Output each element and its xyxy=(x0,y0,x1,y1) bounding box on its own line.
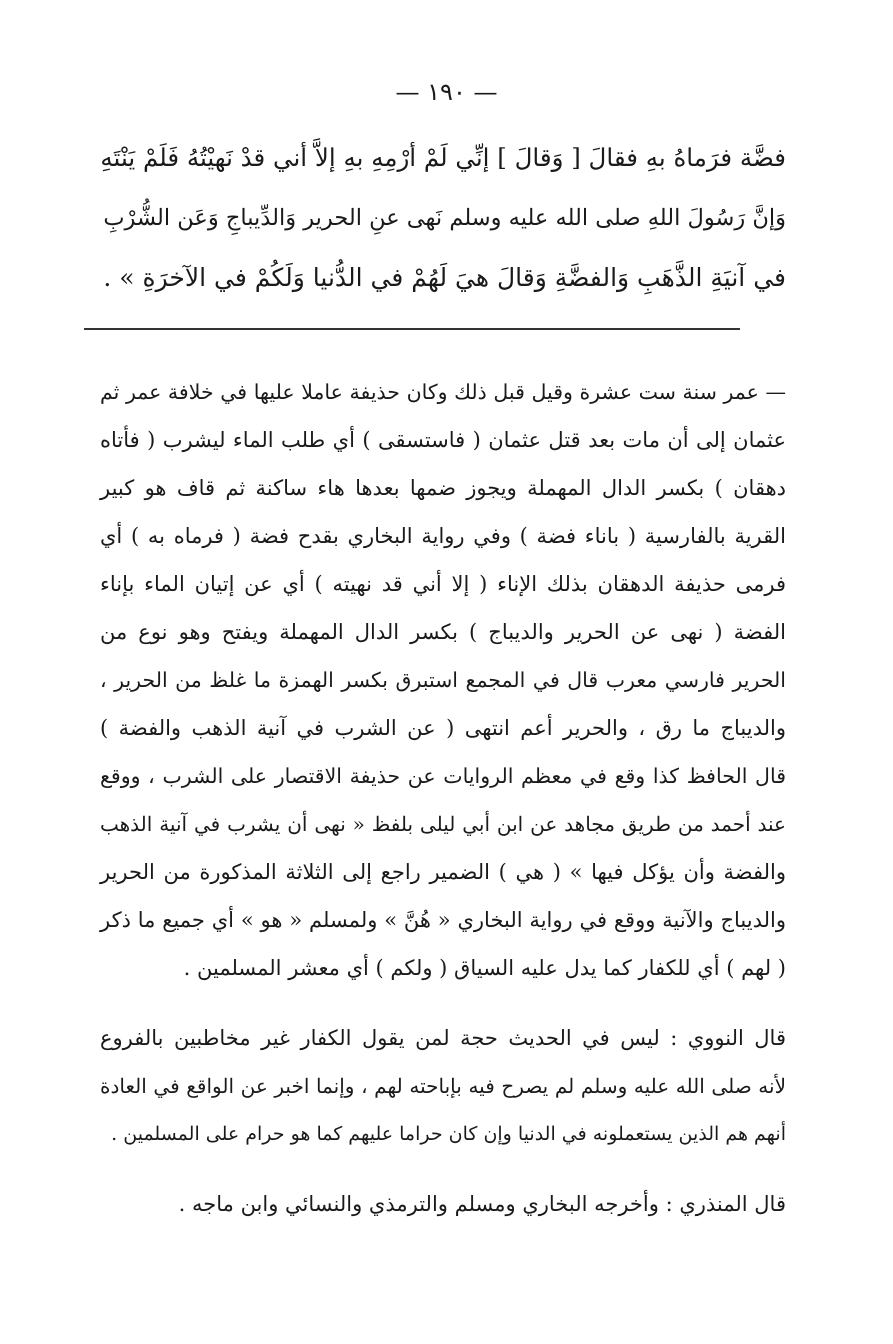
page-number: — ١٩٠ — xyxy=(395,78,498,106)
hadith-line: وَإنَّ رَسُولَ اللهِ صلى الله عليه وسلم نَهى عنِ الحرير وَالدِّيباجِ وَعَن الشُّرْبِ xyxy=(103,205,786,231)
commentary-line: دهقان ) بكسر الدال المهملة ويجوز ضمها بعدها هاء ساكنة ثم قاف هو كبير xyxy=(100,476,786,500)
commentary-line: — عمر سنة ست عشرة وقيل قبل ذلك وكان حذيفة عاملا عليها في خلافة عمر ثم xyxy=(100,380,786,404)
commentary-line: فرمى حذيفة الدهقان بذلك الإناء ( إلا أني قد نهيته ) أي عن إتيان الماء بإناء xyxy=(100,572,786,596)
commentary-line: قال الحافظ كذا وقع في معظم الروايات عن حذيفة الاقتصار على الشرب ، ووقع xyxy=(100,764,786,788)
hadith-text xyxy=(96,128,786,308)
commentary-line: ( لهم ) أي للكفار كما يدل عليه السياق ( ولكم ) أي معشر المسلمين . xyxy=(183,956,786,980)
commentary-text xyxy=(100,368,786,1228)
hadith-line: فضَّة فرَماهُ بهِ فقالَ [ وَقالَ ] إنِّي لَمْ أرْمِهِ بهِ إلاَّ أني قدْ نَهيْتُهُ فَلَمْ يَنْتَهِ xyxy=(100,143,786,172)
paragraph-gap xyxy=(100,992,786,1014)
commentary-line: عند أحمد من طريق مجاهد عن ابن أبي ليلى بلفظ « نهى أن يشرب في آنية الذهب xyxy=(100,812,786,836)
commentary-line: القرية بالفارسية ( باناء فضة ) وفي رواية البخاري بقدح فضة ( فرماه به ) أي xyxy=(100,524,786,548)
commentary-paragraph xyxy=(100,1014,786,1158)
paragraph-gap xyxy=(100,1158,786,1180)
commentary-paragraph xyxy=(100,1180,786,1228)
commentary-line: أنهم هم الذين يستعملونه في الدنيا وإن كان حراما عليهم كما هو حرام على المسلمين . xyxy=(111,1123,786,1145)
commentary-line: قال المنذري : وأخرجه البخاري ومسلم والترمذي والنسائي وابن ماجه . xyxy=(178,1192,786,1216)
commentary-line: عثمان إلى أن مات بعد قتل عثمان ( فاستسقى ) أي طلب الماء ليشرب ( فأتاه xyxy=(100,428,786,452)
commentary-line: الفضة ( نهى عن الحرير والديباج ) بكسر الدال المهملة ويفتح وهو نوع من xyxy=(100,620,786,644)
hadith-line: في آنيَةِ الذَّهَبِ وَالفضَّةِ وَقالَ هيَ لَهُمْ في الدُّنيا وَلَكُمْ في الآخرَةِ » . xyxy=(103,263,786,292)
commentary-line: قال النووي : ليس في الحديث حجة لمن يقول الكفار غير مخاطبين بالفروع xyxy=(100,1026,786,1050)
section-divider xyxy=(84,328,740,330)
commentary-line: الحرير فارسي معرب قال في المجمع استبرق بكسر الهمزة ما غلظ من الحرير ، xyxy=(100,668,786,692)
commentary-line: والديباج والآنية ووقع في رواية البخاري « هُنَّ » ولمسلم « هو » أي جميع ما ذكر xyxy=(100,908,786,932)
commentary-line: لأنه صلى الله عليه وسلم لم يصرح فيه بإباحته لهم ، وإنما اخبر عن الواقع في العادة xyxy=(100,1074,786,1098)
commentary-line: والفضة وأن يؤكل فيها » ( هي ) الضمير راجع إلى الثلاثة المذكورة من الحرير xyxy=(100,860,786,884)
commentary-paragraph xyxy=(100,368,786,992)
commentary-line: والديباج ما رق ، والحرير أعم انتهى ( عن الشرب في آنية الذهب والفضة ) xyxy=(100,716,786,740)
